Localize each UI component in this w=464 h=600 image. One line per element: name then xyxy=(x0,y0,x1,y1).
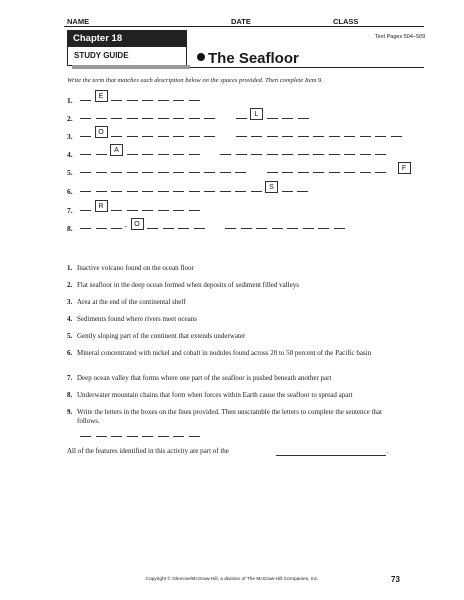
answer-blank[interactable] xyxy=(127,118,138,119)
final-period: . xyxy=(387,447,389,455)
answer-blank[interactable] xyxy=(220,191,231,192)
answer-blank[interactable] xyxy=(142,118,153,119)
date-label: DATE xyxy=(231,17,251,26)
answer-blank[interactable] xyxy=(127,154,138,155)
answer-blank[interactable] xyxy=(158,172,169,173)
answer-blank[interactable] xyxy=(127,100,138,101)
answer-blank[interactable] xyxy=(80,228,91,229)
answer-blank[interactable] xyxy=(236,136,247,137)
answer-blank[interactable] xyxy=(298,136,309,137)
puzzle-number: 4. xyxy=(67,150,73,159)
answer-blank[interactable] xyxy=(127,172,138,173)
answer-blank[interactable] xyxy=(225,228,236,229)
answer-blank[interactable] xyxy=(111,228,122,229)
answer-blank[interactable] xyxy=(189,210,200,211)
answer-blank[interactable] xyxy=(282,118,293,119)
answer-blank[interactable] xyxy=(360,136,371,137)
answer-blank[interactable] xyxy=(256,228,267,229)
clue-number: 2. xyxy=(67,281,73,289)
puzzle-number: 1. xyxy=(67,96,73,105)
answer-blank[interactable] xyxy=(111,172,122,173)
answer-blank[interactable] xyxy=(251,191,262,192)
answer-blank[interactable] xyxy=(204,136,215,137)
answer-blank[interactable] xyxy=(80,191,91,192)
puzzle-number: 2. xyxy=(67,114,73,123)
answer-blank[interactable] xyxy=(173,191,184,192)
answer-blank[interactable] xyxy=(158,118,169,119)
answer-blank[interactable] xyxy=(80,118,91,119)
answer-blank[interactable] xyxy=(158,191,169,192)
copyright-footer: Copyright © Glencoe/McGraw-Hill, a division of The McGraw-Hill Companies, Inc. xyxy=(145,577,319,582)
answer-blank[interactable] xyxy=(189,154,200,155)
answer-blank[interactable] xyxy=(80,210,91,211)
answer-blank[interactable] xyxy=(344,136,355,137)
hyphen: - xyxy=(124,222,127,230)
answer-blank[interactable] xyxy=(282,191,293,192)
answer-blank[interactable] xyxy=(80,100,91,101)
answer-blank[interactable] xyxy=(158,210,169,211)
clue-text: Flat seafloor in the deep ocean formed when deposits of sediment filled valleys xyxy=(77,281,299,289)
answer-blank[interactable] xyxy=(344,154,355,155)
clue-number: 5. xyxy=(67,332,73,340)
answer-blank[interactable] xyxy=(173,172,184,173)
answer-blank[interactable] xyxy=(142,210,153,211)
answer-blank[interactable] xyxy=(204,191,215,192)
answer-blank[interactable] xyxy=(298,118,309,119)
answer-blank[interactable] xyxy=(241,228,252,229)
answer-blank[interactable] xyxy=(298,154,309,155)
page-number: 73 xyxy=(391,575,400,584)
item9-blank[interactable] xyxy=(111,436,122,437)
answer-blank[interactable] xyxy=(282,154,293,155)
clue-text: Deep ocean valley that forms where one part of the seafloor is pushed beneath another part xyxy=(77,374,332,382)
puzzle-number: 5. xyxy=(67,168,73,177)
study-guide-box xyxy=(67,47,187,66)
item9-blank[interactable] xyxy=(158,436,169,437)
answer-blank[interactable] xyxy=(298,172,309,173)
answer-blank[interactable] xyxy=(142,191,153,192)
answer-blank[interactable] xyxy=(142,100,153,101)
answer-blank[interactable] xyxy=(163,228,174,229)
letter-box[interactable]: A xyxy=(110,144,123,156)
answer-blank[interactable] xyxy=(318,228,329,229)
answer-blank[interactable] xyxy=(329,172,340,173)
answer-blank[interactable] xyxy=(173,154,184,155)
clue-text: Gently sloping part of the continent that extends underwater xyxy=(77,332,246,340)
clue-item xyxy=(67,315,407,324)
answer-blank[interactable] xyxy=(220,154,231,155)
clue-number: 6. xyxy=(67,349,73,357)
answer-blank[interactable] xyxy=(297,191,308,192)
clue-item xyxy=(67,264,407,273)
letter-box[interactable]: O xyxy=(95,126,108,138)
clue-item xyxy=(67,408,407,426)
study-guide-label: STUDY GUIDE xyxy=(74,51,129,60)
answer-blank[interactable] xyxy=(313,154,324,155)
answer-blank[interactable] xyxy=(334,228,345,229)
answer-blank[interactable] xyxy=(375,136,386,137)
letter-box[interactable]: O xyxy=(131,218,144,230)
answer-blank[interactable] xyxy=(173,118,184,119)
answer-blank[interactable] xyxy=(96,228,107,229)
answer-blank[interactable] xyxy=(127,210,138,211)
clue-text: Underwater mountain chains that form when forces within Earth cause the seafloor to spread apart xyxy=(77,391,353,399)
clue-number: 9. xyxy=(67,408,73,416)
final-sentence: All of the features identified in this activity are part of the xyxy=(67,447,229,455)
puzzle-number: 3. xyxy=(67,132,73,141)
clue-text: Area at the end of the continental shelf xyxy=(77,298,186,306)
answer-blank[interactable] xyxy=(173,136,184,137)
answer-blank[interactable] xyxy=(142,172,153,173)
answer-blank[interactable] xyxy=(236,154,247,155)
answer-blank[interactable] xyxy=(142,154,153,155)
answer-blank[interactable] xyxy=(313,136,324,137)
answer-blank[interactable] xyxy=(189,118,200,119)
answer-blank[interactable] xyxy=(111,191,122,192)
answer-blank[interactable] xyxy=(96,118,107,119)
answer-blank[interactable] xyxy=(235,172,246,173)
answer-blank[interactable] xyxy=(173,100,184,101)
bullet-icon xyxy=(197,53,205,61)
answer-blank[interactable] xyxy=(236,118,247,119)
puzzle-number: 7. xyxy=(67,206,73,215)
answer-blank[interactable] xyxy=(375,154,386,155)
answer-blank[interactable] xyxy=(235,191,246,192)
answer-blank[interactable] xyxy=(204,172,215,173)
answer-blank[interactable] xyxy=(127,136,138,137)
answer-blank[interactable] xyxy=(96,154,107,155)
answer-blank[interactable] xyxy=(251,154,262,155)
answer-blank[interactable] xyxy=(142,136,153,137)
clue-item xyxy=(67,391,407,400)
answer-blank[interactable] xyxy=(267,154,278,155)
answer-blank[interactable] xyxy=(189,100,200,101)
answer-blank[interactable] xyxy=(267,136,278,137)
answer-blank[interactable] xyxy=(158,154,169,155)
letter-box[interactable]: R xyxy=(95,200,108,212)
clue-item xyxy=(67,281,407,290)
clue-text: Write the letters in the boxes on the lines provided. Then unscramble the letters to complete the sentence that follows. xyxy=(77,408,382,425)
answer-blank[interactable] xyxy=(251,136,262,137)
answer-blank[interactable] xyxy=(272,228,283,229)
answer-blank[interactable] xyxy=(111,100,122,101)
answer-blank[interactable] xyxy=(220,172,231,173)
answer-blank[interactable] xyxy=(287,228,298,229)
answer-blank[interactable] xyxy=(178,228,189,229)
answer-blank[interactable] xyxy=(189,191,200,192)
answer-blank[interactable] xyxy=(313,172,324,173)
answer-blank[interactable] xyxy=(375,172,386,173)
final-answer-line[interactable] xyxy=(276,455,386,456)
answer-blank[interactable] xyxy=(111,118,122,119)
clue-item xyxy=(67,298,407,307)
answer-blank[interactable] xyxy=(204,118,215,119)
answer-blank[interactable] xyxy=(329,154,340,155)
clue-number: 8. xyxy=(67,391,73,399)
answer-blank[interactable] xyxy=(360,172,371,173)
clue-number: 4. xyxy=(67,315,73,323)
answer-blank[interactable] xyxy=(344,172,355,173)
answer-blank[interactable] xyxy=(96,191,107,192)
answer-blank[interactable] xyxy=(194,228,205,229)
clue-number: 3. xyxy=(67,298,73,306)
answer-blank[interactable] xyxy=(189,136,200,137)
clue-text: Mineral concentrated with nickel and cobalt in nodules found across 20 to 50 percent of the Pacific basin xyxy=(77,349,372,357)
answer-blank[interactable] xyxy=(173,210,184,211)
page-title: The Seafloor xyxy=(197,50,299,67)
text-pages: Text Pages 504–509 xyxy=(375,34,426,40)
answer-blank[interactable] xyxy=(80,154,91,155)
answer-blank[interactable] xyxy=(147,228,158,229)
answer-blank[interactable] xyxy=(158,100,169,101)
item9-blank[interactable] xyxy=(80,436,91,437)
letter-box[interactable]: L xyxy=(250,108,263,120)
name-label: NAME xyxy=(67,17,90,26)
answer-blank[interactable] xyxy=(111,136,122,137)
item9-blank[interactable] xyxy=(173,436,184,437)
letter-box[interactable]: F xyxy=(398,162,411,174)
answer-blank[interactable] xyxy=(303,228,314,229)
clue-text: Inactive volcano found on the ocean floor xyxy=(77,264,195,272)
header-rule xyxy=(64,26,424,27)
clue-number: 1. xyxy=(67,264,73,272)
answer-blank[interactable] xyxy=(158,136,169,137)
title-rule xyxy=(190,67,424,68)
answer-blank[interactable] xyxy=(282,172,293,173)
answer-blank[interactable] xyxy=(391,136,402,137)
answer-blank[interactable] xyxy=(96,172,107,173)
puzzle-number: 8. xyxy=(67,224,73,233)
answer-blank[interactable] xyxy=(80,136,91,137)
answer-blank[interactable] xyxy=(80,172,91,173)
item9-blank[interactable] xyxy=(189,436,200,437)
item9-blank[interactable] xyxy=(96,436,107,437)
answer-blank[interactable] xyxy=(329,136,340,137)
clue-item xyxy=(67,374,407,383)
clue-item xyxy=(67,332,407,341)
puzzle-number: 6. xyxy=(67,187,73,196)
class-label: CLASS xyxy=(333,17,359,26)
answer-blank[interactable] xyxy=(282,136,293,137)
item9-blank[interactable] xyxy=(127,436,138,437)
answer-blank[interactable] xyxy=(189,172,200,173)
clue-number: 7. xyxy=(67,374,73,382)
answer-blank[interactable] xyxy=(111,210,122,211)
answer-blank[interactable] xyxy=(360,154,371,155)
answer-blank[interactable] xyxy=(127,191,138,192)
clue-item xyxy=(67,349,407,358)
letter-box[interactable]: E xyxy=(95,90,108,102)
clue-text: Sediments found where rivers meet oceans xyxy=(77,315,197,323)
item9-blank[interactable] xyxy=(142,436,153,437)
answer-blank[interactable] xyxy=(267,172,278,173)
letter-box[interactable]: S xyxy=(265,181,278,193)
answer-blank[interactable] xyxy=(267,118,278,119)
chapter-label: Chapter 18 xyxy=(67,30,187,47)
instructions: Write the term that matches each description below on the spaces provided. Then complete Item 9. xyxy=(67,77,323,84)
